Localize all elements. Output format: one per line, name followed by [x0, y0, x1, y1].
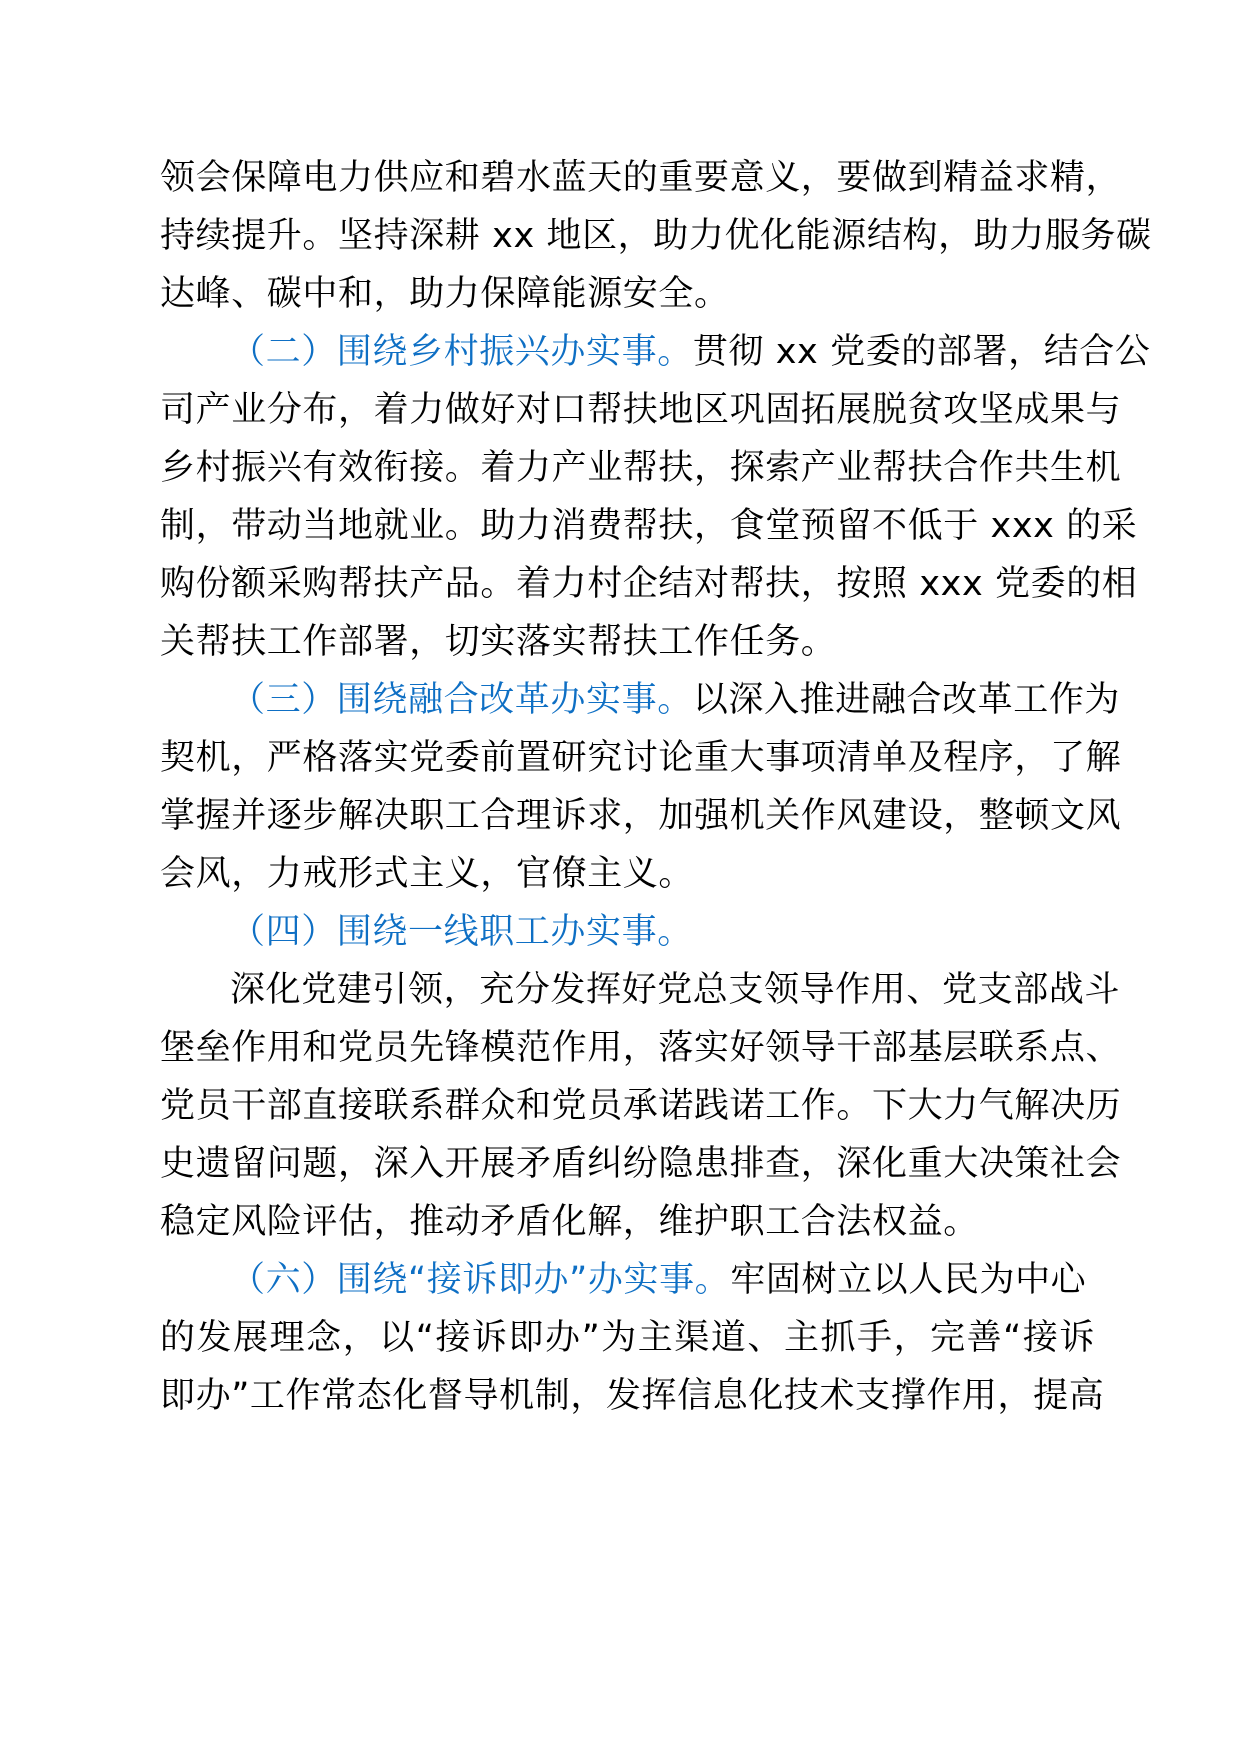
section-first-line	[160, 1248, 1095, 1312]
body-text-line: 领会保障电力供应和碧水蓝天的重要意义，要做到精益求精，	[160, 158, 1122, 198]
body-text-line: 制，带动当地就业。助力消费帮扶，食堂预留不低于 xxx 的采	[160, 506, 1138, 546]
body-text-line: 达峰、碳中和，助力保障能源安全。	[160, 274, 730, 314]
body-text-line: 关帮扶工作部署，切实落实帮扶工作任务。	[160, 622, 837, 662]
body-text-line: 史遗留问题，深入开展矛盾纠纷隐患排查，深化重大决策社会	[160, 1144, 1122, 1184]
section-heading-4: （四）围绕一线职工办实事。	[230, 912, 693, 952]
body-text-line: 稳定风险评估，推动矛盾化解，维护职工合法权益。	[160, 1202, 979, 1242]
body-text-line: 即办”工作常态化督导机制，发挥信息化技术支撑作用，提高	[160, 1376, 1105, 1416]
body-text-run: 贯彻 xx 党委的部署，结合公	[692, 332, 1151, 372]
body-text-line: 掌握并逐步解决职工合理诉求，加强机关作风建设，整顿文风	[160, 796, 1122, 836]
body-text-line: 持续提升。坚持深耕 xx 地区，助力优化能源结构，助力服务碳	[160, 216, 1152, 256]
section-heading-3: （三）围绕融合改革办实事。	[230, 680, 693, 720]
section-heading-2: （二）围绕乡村振兴办实事。	[230, 332, 693, 372]
body-text-line: 购份额采购帮扶产品。着力村企结对帮扶，按照 xxx 党委的相	[160, 564, 1138, 604]
body-text-line: 的发展理念，以“接诉即办”为主渠道、主抓手，完善“接诉	[160, 1318, 1095, 1358]
body-text-line: 会风，力戒形式主义，官僚主义。	[160, 854, 695, 894]
body-text-line: 契机，严格落实党委前置研究讨论重大事项清单及程序，了解	[160, 738, 1122, 778]
body-text-line: 堡垒作用和党员先锋模范作用，落实好领导干部基层联系点、	[160, 1028, 1122, 1068]
section-heading-6: （六）围绕“接诉即办”办实事。	[230, 1260, 731, 1300]
body-text-line: 司产业分布，着力做好对口帮扶地区巩固拓展脱贫攻坚成果与	[160, 390, 1122, 430]
section-first-line	[160, 320, 1151, 384]
body-text-run: 以深入推进融合改革工作为	[692, 680, 1121, 720]
body-text-line: 乡村振兴有效衔接。着力产业帮扶，探索产业帮扶合作共生机	[160, 448, 1122, 488]
section-first-line	[160, 668, 1121, 732]
body-text-run: 牢固树立以人民为中心	[730, 1260, 1087, 1300]
body-text-line: 党员干部直接联系群众和党员承诺践诺工作。下大力气解决历	[160, 1086, 1122, 1126]
body-text-run: 深化党建引领，充分发挥好党总支领导作用、党支部战斗	[230, 970, 1121, 1010]
section-first-line	[160, 900, 1095, 964]
paragraph-first-line	[160, 958, 1121, 1022]
